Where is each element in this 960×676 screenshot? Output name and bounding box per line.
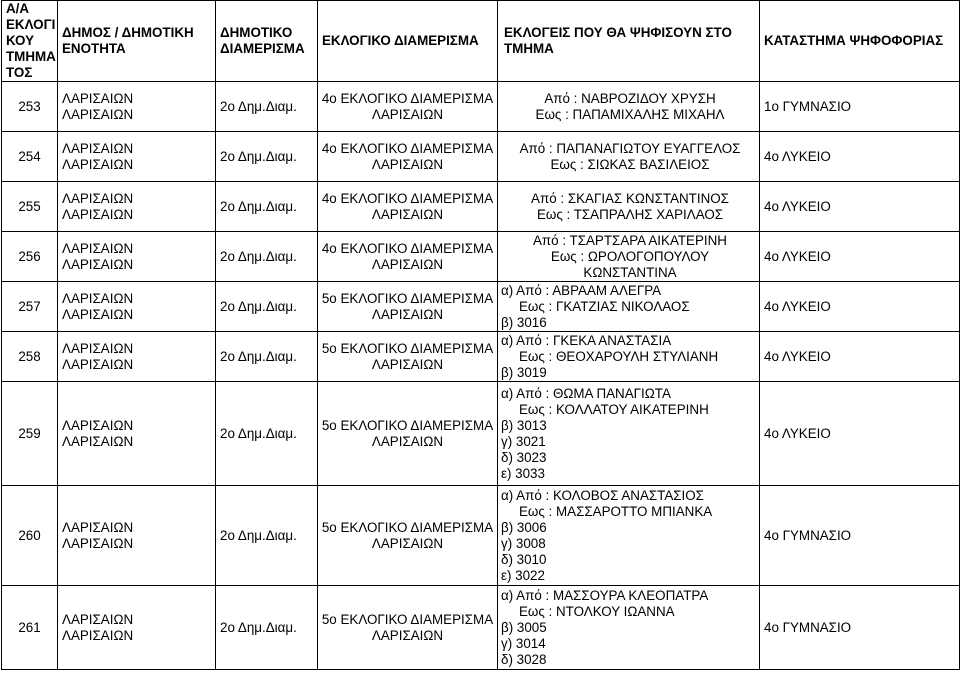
electoral-district-line: 4ο ΕΚΛΟΓΙΚΟ ΔΙΑΜΕΡΙΣΜΑ: [321, 190, 494, 206]
electoral-district-cell: [318, 132, 498, 182]
electoral-district-line: ΛΑΡΙΣΑΙΩΝ: [371, 627, 444, 643]
table-row: [2, 382, 960, 486]
section-number-cell: 255: [2, 182, 58, 232]
municipal-district-cell: 2ο Δημ.Διαμ.: [216, 132, 318, 182]
electoral-district-line: ΛΑΡΙΣΑΙΩΝ: [371, 156, 444, 172]
voters-line: Εως : ΚΟΛΛΑΤΟΥ ΑΙΚΑΤΕΡΙΝΗ: [519, 401, 709, 417]
voters-line: γ) 3021: [501, 433, 546, 449]
voters-cell: [498, 132, 760, 182]
header-label: ΔΙΑΜΕΡΙΣΜΑ: [220, 41, 305, 56]
municipality-cell: [58, 382, 216, 486]
electoral-district-line: ΛΑΡΙΣΑΙΩΝ: [371, 206, 444, 222]
electoral-district-line: ΛΑΡΙΣΑΙΩΝ: [371, 256, 444, 272]
header-municipal-district: [216, 1, 318, 82]
voters-line: Από : ΤΣΑΡΤΣΑΡΑ ΑΙΚΑΤΕΡΙΝΗ: [533, 232, 727, 248]
municipal-district-cell: 2ο Δημ.Διαμ.: [216, 182, 318, 232]
header-voters: [498, 1, 760, 82]
electoral-district-cell: [318, 232, 498, 282]
municipality-cell: [58, 586, 216, 670]
municipality-line: ΛΑΡΙΣΑΙΩΝ: [62, 433, 134, 449]
voters-line: ΚΩΝΣΤΑΝΤΙΝΑ: [583, 264, 677, 280]
table-row: [2, 486, 960, 586]
municipality-line: ΛΑΡΙΣΑΙΩΝ: [62, 256, 134, 272]
polling-station-cell: 4ο ΛΥΚΕΙΟ: [760, 182, 960, 232]
municipality-cell: [58, 132, 216, 182]
voters-cell: [498, 82, 760, 132]
voters-line: Από : ΣΚΑΓΙΑΣ ΚΩΝΣΤΑΝΤΙΝΟΣ: [531, 190, 729, 206]
voters-line: α) Από : ΓΚΕΚΑ ΑΝΑΣΤΑΣΙΑ: [501, 332, 672, 348]
section-number-cell: 256: [2, 232, 58, 282]
municipality-line: ΛΑΡΙΣΑΙΩΝ: [62, 356, 134, 372]
voters-line: Από : ΠΑΠΑΝΑΓΙΩΤΟΥ ΕΥΑΓΓΕΛΟΣ: [519, 140, 741, 156]
voters-cell: [498, 282, 760, 332]
voters-line: δ) 3028: [501, 651, 547, 667]
municipal-district-cell: 2ο Δημ.Διαμ.: [216, 332, 318, 382]
municipal-district-cell: 2ο Δημ.Διαμ.: [216, 586, 318, 670]
voters-line: β) 3006: [501, 519, 547, 535]
voters-line: β) 3019: [501, 364, 547, 380]
voters-cell: [498, 586, 760, 670]
table-row: [2, 232, 960, 282]
voters-line: Εως : ΩΡΟΛΟΓΟΠΟΥΛΟΥ: [550, 248, 710, 264]
section-number-cell: 254: [2, 132, 58, 182]
voters-cell: [498, 232, 760, 282]
header-label: ΕΚΛΟΓΙΚΟ ΔΙΑΜΕΡΙΣΜΑ: [322, 33, 479, 48]
voters-line: ε) 3033: [501, 465, 545, 481]
municipal-district-cell: 2ο Δημ.Διαμ.: [216, 382, 318, 486]
header-label: ΕΚΛΟΓΙ: [6, 17, 56, 32]
electoral-district-line: 4ο ΕΚΛΟΓΙΚΟ ΔΙΑΜΕΡΙΣΜΑ: [321, 90, 494, 106]
municipality-line: ΛΑΡΙΣΑΙΩΝ: [62, 611, 134, 627]
electoral-district-cell: [318, 332, 498, 382]
polling-station-cell: 4ο ΛΥΚΕΙΟ: [760, 382, 960, 486]
municipality-line: ΛΑΡΙΣΑΙΩΝ: [62, 519, 134, 535]
polling-station-cell: 4ο ΛΥΚΕΙΟ: [760, 132, 960, 182]
polling-station-cell: 4ο ΛΥΚΕΙΟ: [760, 232, 960, 282]
voters-line: β) 3013: [501, 417, 547, 433]
voters-cell: [498, 182, 760, 232]
municipality-line: ΛΑΡΙΣΑΙΩΝ: [62, 535, 134, 551]
table-row: [2, 182, 960, 232]
header-label: Α/Α: [6, 1, 30, 16]
electoral-district-line: 5ο ΕΚΛΟΓΙΚΟ ΔΙΑΜΕΡΙΣΜΑ: [321, 519, 494, 535]
section-number-cell: 257: [2, 282, 58, 332]
electoral-district-line: 5ο ΕΚΛΟΓΙΚΟ ΔΙΑΜΕΡΙΣΜΑ: [321, 417, 494, 433]
voters-line: Εως : ΓΚΑΤΖΙΑΣ ΝΙΚΟΛΑΟΣ: [519, 298, 690, 314]
municipality-cell: [58, 182, 216, 232]
voters-line: β) 3016: [501, 314, 547, 330]
header-label: ΔΗΜΟΣ / ΔΗΜΟΤΙΚΗ: [62, 25, 194, 40]
electoral-district-line: 4ο ΕΚΛΟΓΙΚΟ ΔΙΑΜΕΡΙΣΜΑ: [321, 240, 494, 256]
polling-stations-table: [1, 0, 960, 670]
polling-station-cell: 4ο ΓΥΜΝΑΣΙΟ: [760, 486, 960, 586]
voters-line: Εως : ΤΣΑΠΡΑΛΗΣ ΧΑΡΙΛΑΟΣ: [536, 206, 724, 222]
municipality-line: ΛΑΡΙΣΑΙΩΝ: [62, 140, 134, 156]
header-label: ΕΝΟΤΗΤΑ: [62, 41, 126, 56]
section-number-cell: 253: [2, 82, 58, 132]
voters-line: ε) 3022: [501, 567, 545, 583]
polling-station-cell: 4ο ΓΥΜΝΑΣΙΟ: [760, 586, 960, 670]
electoral-district-line: ΛΑΡΙΣΑΙΩΝ: [371, 306, 444, 322]
electoral-district-line: 5ο ΕΚΛΟΓΙΚΟ ΔΙΑΜΕΡΙΣΜΑ: [321, 290, 494, 306]
voters-line: α) Από : ΑΒΡΑΑΜ ΑΛΕΓΡΑ: [501, 282, 662, 298]
municipality-cell: [58, 332, 216, 382]
municipality-line: ΛΑΡΙΣΑΙΩΝ: [62, 206, 134, 222]
voters-line: Εως : ΠΑΠΑΜΙΧΑΛΗΣ ΜΙΧΑΗΛ: [535, 106, 725, 122]
municipality-line: ΛΑΡΙΣΑΙΩΝ: [62, 417, 134, 433]
voters-line: Εως : ΘΕΟΧΑΡΟΥΛΗ ΣΤΥΛΙΑΝΗ: [519, 348, 719, 364]
header-label: ΕΚΛΟΓΕΙΣ ΠΟΥ ΘΑ ΨΗΦΙΣΟΥΝ ΣΤΟ: [504, 25, 732, 40]
electoral-district-cell: [318, 182, 498, 232]
header-label: ΤΜΗΜΑ: [6, 49, 56, 64]
table-row: [2, 132, 960, 182]
municipality-line: ΛΑΡΙΣΑΙΩΝ: [62, 627, 134, 643]
voters-cell: [498, 382, 760, 486]
electoral-district-line: ΛΑΡΙΣΑΙΩΝ: [371, 106, 444, 122]
polling-station-cell: 4ο ΛΥΚΕΙΟ: [760, 282, 960, 332]
municipality-line: ΛΑΡΙΣΑΙΩΝ: [62, 106, 134, 122]
section-number-cell: 261: [2, 586, 58, 670]
municipal-district-cell: 2ο Δημ.Διαμ.: [216, 232, 318, 282]
header-label: ΔΗΜΟΤΙΚΟ: [220, 25, 293, 40]
table-row: [2, 586, 960, 670]
voters-line: δ) 3010: [501, 551, 547, 567]
header-polling-station: [760, 1, 960, 82]
electoral-district-line: 5ο ΕΚΛΟΓΙΚΟ ΔΙΑΜΕΡΙΣΜΑ: [321, 340, 494, 356]
electoral-district-line: ΛΑΡΙΣΑΙΩΝ: [371, 356, 444, 372]
polling-station-cell: 4ο ΛΥΚΕΙΟ: [760, 332, 960, 382]
header-label: ΚΟΥ: [6, 33, 35, 48]
table-row: [2, 332, 960, 382]
electoral-district-line: ΛΑΡΙΣΑΙΩΝ: [371, 535, 444, 551]
municipal-district-cell: 2ο Δημ.Διαμ.: [216, 486, 318, 586]
municipality-cell: [58, 82, 216, 132]
section-number-cell: 258: [2, 332, 58, 382]
voters-line: Εως : ΝΤΟΛΚΟΥ ΙΩΑΝΝΑ: [519, 603, 675, 619]
municipal-district-cell: 2ο Δημ.Διαμ.: [216, 282, 318, 332]
table-row: [2, 82, 960, 132]
voters-line: Από : ΝΑΒΡΟΖΙΔΟΥ ΧΡΥΣΗ: [544, 90, 716, 106]
municipality-line: ΛΑΡΙΣΑΙΩΝ: [62, 240, 134, 256]
voters-line: α) Από : ΜΑΣΣΟΥΡΑ ΚΛΕΟΠΑΤΡΑ: [501, 587, 709, 603]
voters-line: γ) 3008: [501, 535, 546, 551]
municipality-line: ΛΑΡΙΣΑΙΩΝ: [62, 306, 134, 322]
header-electoral-section-number: [2, 1, 58, 82]
header-label: ΚΑΤΑΣΤΗΜΑ ΨΗΦΟΦΟΡΙΑΣ: [764, 33, 944, 48]
voters-line: Εως : ΜΑΣΣΑΡΟΤΤΟ ΜΠΙΑΝΚΑ: [519, 503, 713, 519]
header-municipality: [58, 1, 216, 82]
header-row: [2, 1, 960, 82]
municipal-district-cell: 2ο Δημ.Διαμ.: [216, 82, 318, 132]
electoral-district-cell: [318, 82, 498, 132]
voters-cell: [498, 486, 760, 586]
voters-line: δ) 3023: [501, 449, 547, 465]
table-row: [2, 282, 960, 332]
voters-line: α) Από : ΚΟΛΟΒΟΣ ΑΝΑΣΤΑΣΙΟΣ: [501, 487, 704, 503]
voters-cell: [498, 332, 760, 382]
voters-line: α) Από : ΘΩΜΑ ΠΑΝΑΓΙΩΤΑ: [501, 385, 671, 401]
municipality-line: ΛΑΡΙΣΑΙΩΝ: [62, 290, 134, 306]
municipality-line: ΛΑΡΙΣΑΙΩΝ: [62, 340, 134, 356]
section-number-cell: 260: [2, 486, 58, 586]
electoral-district-line: ΛΑΡΙΣΑΙΩΝ: [371, 433, 444, 449]
municipality-cell: [58, 232, 216, 282]
electoral-district-cell: [318, 282, 498, 332]
voters-line: β) 3005: [501, 619, 547, 635]
electoral-district-line: 5ο ΕΚΛΟΓΙΚΟ ΔΙΑΜΕΡΙΣΜΑ: [321, 611, 494, 627]
electoral-district-cell: [318, 486, 498, 586]
voters-line: γ) 3014: [501, 635, 546, 651]
polling-station-cell: 1ο ΓΥΜΝΑΣΙΟ: [760, 82, 960, 132]
section-number-cell: 259: [2, 382, 58, 486]
municipality-line: ΛΑΡΙΣΑΙΩΝ: [62, 156, 134, 172]
electoral-district-cell: [318, 382, 498, 486]
header-electoral-district: [318, 1, 498, 82]
header-label: ΤΟΣ: [6, 65, 33, 80]
electoral-district-cell: [318, 586, 498, 670]
municipality-line: ΛΑΡΙΣΑΙΩΝ: [62, 90, 134, 106]
municipality-cell: [58, 486, 216, 586]
voters-line: Εως : ΣΙΩΚΑΣ ΒΑΣΙΛΕΙΟΣ: [550, 156, 710, 172]
electoral-district-line: 4ο ΕΚΛΟΓΙΚΟ ΔΙΑΜΕΡΙΣΜΑ: [321, 140, 494, 156]
municipality-cell: [58, 282, 216, 332]
header-label: ΤΜΗΜΑ: [504, 41, 554, 56]
municipality-line: ΛΑΡΙΣΑΙΩΝ: [62, 190, 134, 206]
